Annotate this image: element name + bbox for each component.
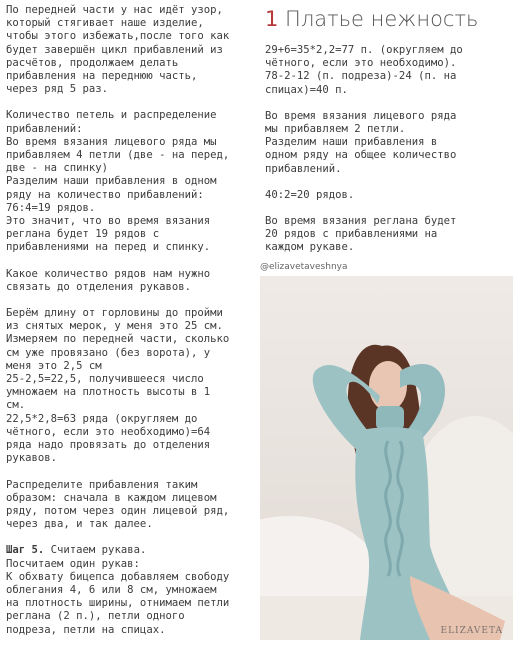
dress-photo — [260, 276, 513, 640]
paragraph-sleeve-formula: 29+6=35*2,2=77 п. (округляем до чётного, если это необходимо). 78-2-12 (п. подреза)-24 (п. на спицах)=40 п. — [265, 44, 463, 96]
paragraph-sleeve-increases: Во время вязания лицевого ряда мы прибавляем 2 петли. Разделим наши прибавления в одном ряду на общее количество прибавлений. — [265, 109, 457, 175]
step-title: Считаем рукава. — [44, 544, 147, 557]
photo-watermark: ELIZAVETA — [440, 626, 503, 636]
title-text: Платье нежность — [278, 7, 479, 31]
photo-handle: @elizavetaveshnya — [260, 262, 348, 272]
instructions-right-column — [265, 4, 515, 268]
paragraph-rows-result: 40:2=20 рядов. — [265, 188, 355, 201]
paragraph-pattern-note: По передней части у нас идёт узор, который стягивает наше изделие, чтобы этого избежать,после того как будет завершён цикл прибавлений из расчётов, продолжаем делать прибавления на переднюю часть, через ряд 5 раз. — [6, 4, 230, 96]
step-heading — [6, 544, 258, 557]
paragraph-rows-question: Какое количество рядов нам нужно связать до отделения рукавов. — [6, 267, 211, 293]
paragraph-sleeve-calc: Посчитаем один рукав: К обхвату бицепса добавляем свободу облегания 4, 6 или 8 см, умножаем на плотность ширины, отнимаем петли реглана (2 п.), петли одного подреза, петли на спицах. — [6, 557, 230, 636]
paragraph-stitch-distribution: Количество петель и распределение прибавлений: Во время вязания лицевого ряда мы прибавляем 4 петли (две - на перед, две - на спинку) Разделим наши прибавления в одном ряду на количество прибавлений: 76:4=19 рядов. Это значит, что во время вязания реглана будет 19 рядов с прибавлениями на перед и спинку. — [6, 109, 230, 254]
dress-illustration — [260, 276, 513, 640]
step-label: Шаг 5. — [6, 544, 45, 557]
page-title — [265, 4, 515, 34]
paragraph-length-calc: Берём длину от горловины до пройми из снятых мерок, у меня это 25 см. Измеряем по передней части, сколько см уже провязано (без ворота), у меня это 2,5 см 25-2,5=22,5, получившееся число умножаем на плотность высоты в 1 см. 22,5*2,8=63 ряда (округляем до чётного, если это необходимо)=64 ряда надо провязать до отделения рукавов. — [6, 307, 230, 465]
paragraph-raglan-rows: Во время вязания реглана будет 20 рядов с прибавлениями на каждом рукаве. — [265, 215, 457, 254]
paragraph-distribute-increases: Распределите прибавления таким образом: сначала в каждом лицевом ряду, потом через один лицевой ряд, через два, и так далее. — [6, 478, 230, 531]
instructions-left-column — [6, 4, 258, 650]
title-number: 1 — [265, 7, 279, 31]
